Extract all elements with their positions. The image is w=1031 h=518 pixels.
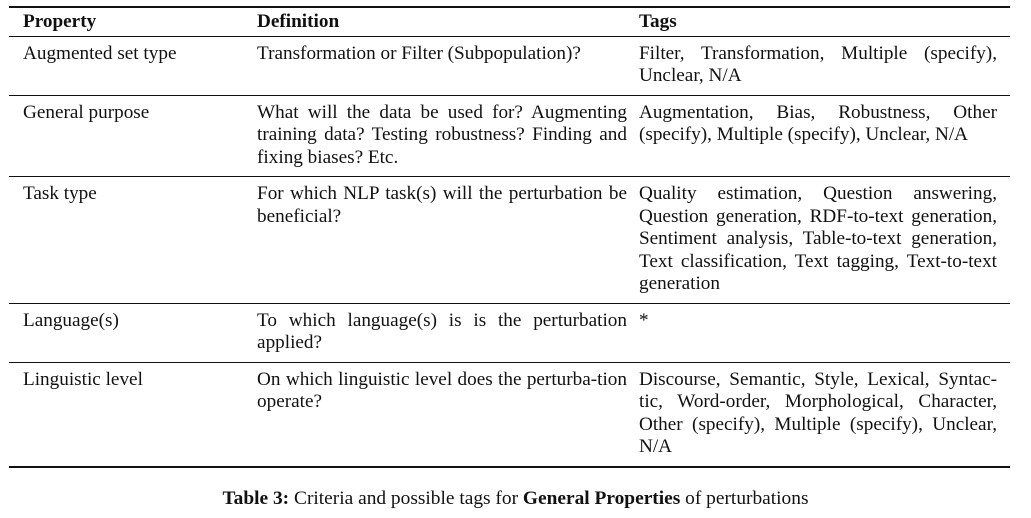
header-row (9, 7, 1010, 36)
row-property: Language(s) (23, 309, 119, 331)
caption-emphasis: General Properties (522, 488, 681, 509)
row-property: Linguistic level (23, 368, 143, 390)
table-row (9, 177, 1010, 304)
table-caption (0, 487, 1031, 511)
row-property: General purpose (23, 101, 150, 123)
row-tags: Quality estimation, Question answering, Question generation, RDF-to-text generation, Sentiment analysis, Table-to-text generation, Text classification, Text tagging, Text-to-text generation (638, 183, 997, 294)
table-row (9, 303, 1010, 362)
row-property: Task type (23, 183, 97, 204)
row-property: Augmented set type (23, 42, 177, 64)
row-definition: What will the data be used for? Augmenting training data? Testing robustness? Finding and fixing biases? Etc. (257, 101, 627, 168)
header-property: Property (23, 11, 97, 32)
caption-label: Table 3: (222, 488, 290, 509)
table-row (9, 362, 1010, 467)
header-definition: Definition (257, 11, 340, 32)
caption-text-before: Criteria and possible tags for (294, 488, 519, 509)
properties-table (9, 6, 1010, 468)
row-definition: For which NLP task(s) will the perturbation be beneficial? (257, 183, 627, 227)
row-tags: Augmentation, Bias, Robustness, Other (specify), Multiple (specify), Unclear, N/A (638, 101, 997, 145)
row-definition: Transformation or Filter (Subpopulation)? (257, 42, 581, 64)
row-tags: Filter, Transformation, Multiple (specify), Unclear, N/A (638, 42, 997, 86)
properties-table-container (9, 6, 1010, 468)
table-row (9, 95, 1010, 177)
row-tags: Discourse, Semantic, Style, Lexical, Syntac-tic, Word-order, Morphological, Character, Other (specify), Multiple (specify), Unclear, N/A (638, 368, 997, 457)
table-row (9, 36, 1010, 95)
row-tags: * (638, 309, 649, 331)
caption-text-after: of perturbations (685, 488, 809, 509)
table-body (9, 36, 1010, 467)
row-definition: On which linguistic level does the perturba-tion operate? (257, 368, 627, 412)
header-tags: Tags (638, 11, 677, 32)
row-definition: To which language(s) is is the perturbation applied? (257, 309, 627, 353)
table-header (9, 7, 1010, 36)
